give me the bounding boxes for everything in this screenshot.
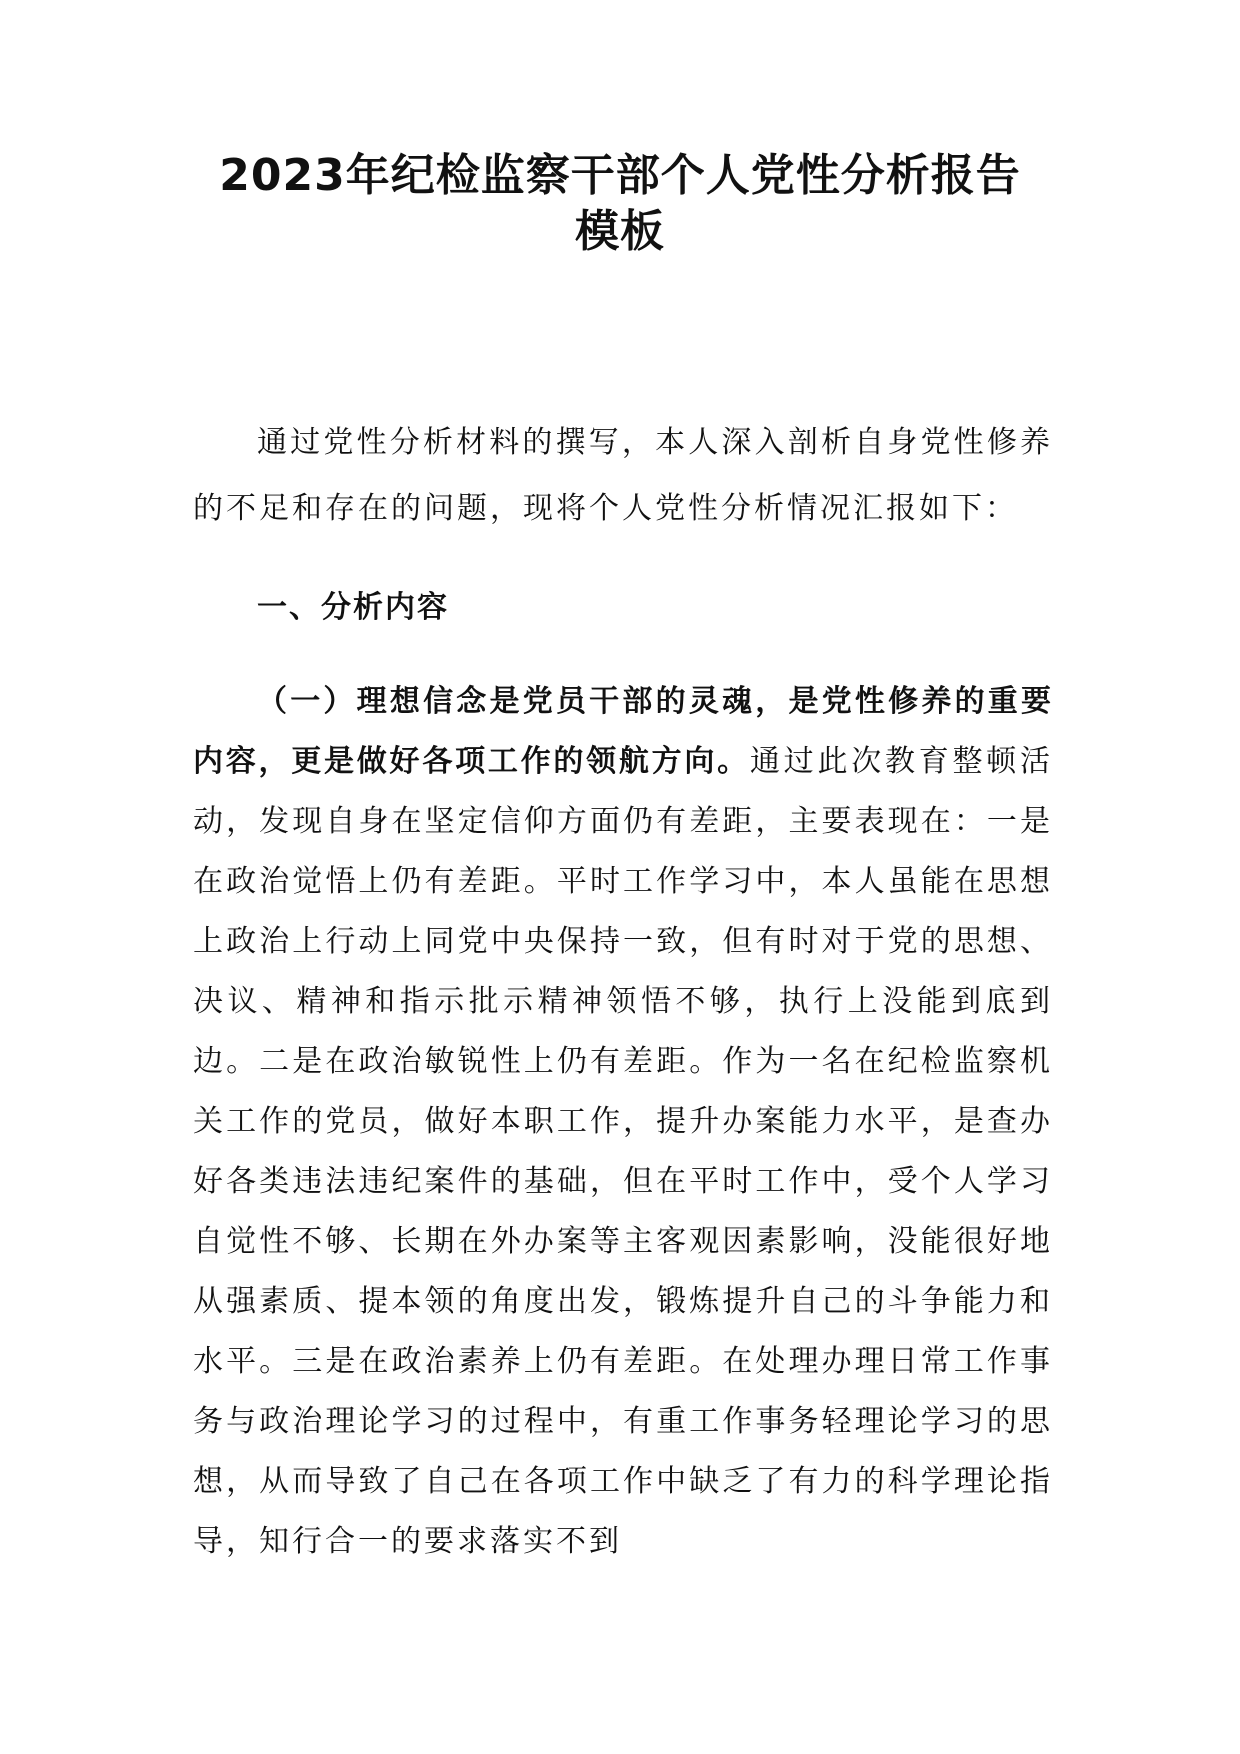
section-heading: 一、分析内容 — [257, 590, 449, 625]
subsection-paragraph — [193, 672, 1053, 1572]
document-title — [150, 148, 1090, 260]
subsection-body: 通过此次教育整顿活动，发现自身在坚定信仰方面仍有差距，主要表现在：一是在政治觉悟上仍有差距。平时工作学习中，本人虽能在思想上政治上行动上同党中央保持一致，但有时对于党的思想、决议、精神和指示批示精神领悟不够，执行上没能到底到边。二是在政治敏锐性上仍有差距。作为一名在纪检监察机关工作的党员，做好本职工作，提升办案能力水平，是查办好各类违法违纪案件的基础，但在平时工作中，受个人学习自觉性不够、长期在外办案等主客观因素影响，没能很好地从强素质、提本领的角度出发，锻炼提升自己的斗争能力和水平。三是在政治素养上仍有差距。在处理办理日常工作事务与政治理论学习的过程中，有重工作事务轻理论学习的思想，从而导致了自己在各项工作中缺乏了有力的科学理论指导，知行合一的要求落实不到 — [193, 744, 1054, 1559]
subsection-heading: （一）理想信念是党员干部的灵魂，是党性修养的重要内容，更是做好各项工作的领航方向。 — [193, 684, 1053, 779]
intro-paragraph: 通过党性分析材料的撰写，本人深入剖析自身党性修养的不足和存在的问题，现将个人党性分析情况汇报如下： — [193, 425, 1053, 526]
document-body — [193, 410, 1053, 1572]
title-line-1: 2023年纪检监察干部个人党性分析报告 — [219, 150, 1021, 201]
title-line-2: 模板 — [575, 206, 665, 257]
